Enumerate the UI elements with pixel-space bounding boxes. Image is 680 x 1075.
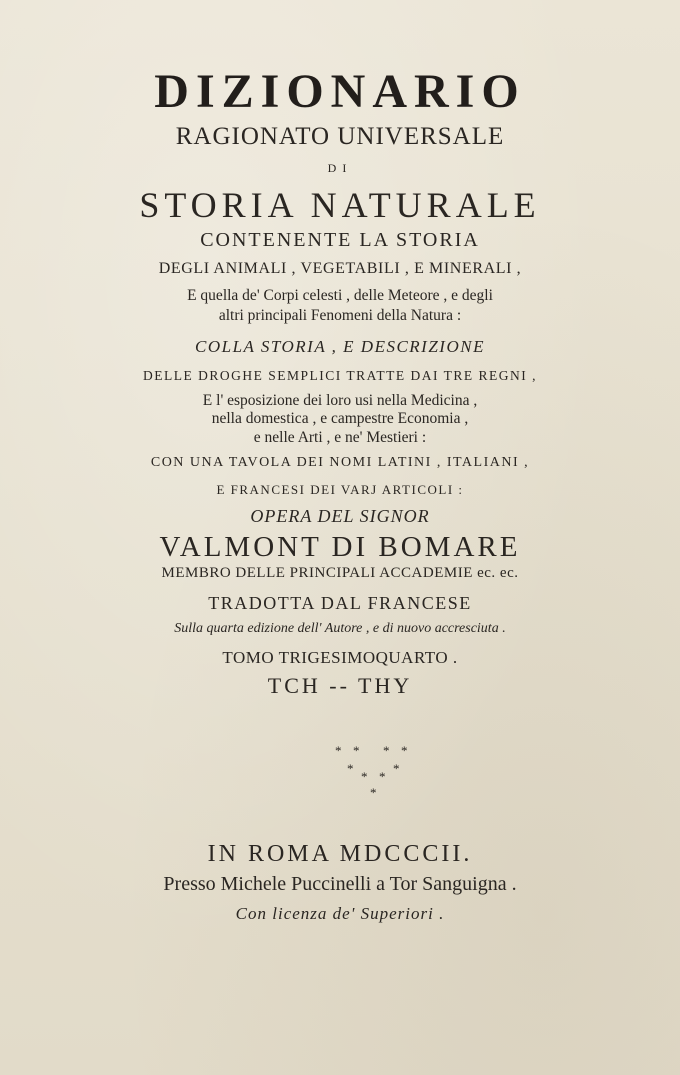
colla-line: COLLA STORIA , E DESCRIZIONE (195, 337, 485, 356)
quella-line-1: E quella de' Corpi celesti , delle Meteore , e degli (187, 287, 493, 304)
asterism-ornament-icon (335, 740, 425, 800)
esposizione-line-1: E l' esposizione dei loro usi nella Medicina , (202, 392, 478, 409)
imprint-place-year: IN ROMA MDCCCII. (207, 841, 473, 867)
volume-range: TCH -- THY (267, 673, 413, 698)
subtitle-line-2: STORIA NATURALE (139, 185, 541, 225)
quella-line-2: altri principali Fenomeni della Natura : (218, 307, 462, 324)
subtitle-line-1: RAGIONATO UNIVERSALE (175, 123, 505, 150)
ornament-star: * (383, 743, 390, 758)
ornament-star: * (393, 761, 400, 776)
tradotta-line: TRADOTTA DAL FRANCESE (208, 593, 472, 613)
esposizione-line-2: nella domestica , e campestre Economia , (211, 410, 469, 427)
subtitle-di: DI (327, 161, 353, 175)
edition-line: Sulla quarta edizione dell' Autore , e di nuovo accresciuta . (174, 621, 506, 636)
ornament-star: * (335, 743, 342, 758)
degli-line: DEGLI ANIMALI , VEGETABILI , E MINERALI , (158, 260, 522, 277)
imprint-license: Con licenza de' Superiori . (235, 904, 445, 923)
ornament-star: * (347, 761, 354, 776)
volume-line: TOMO TRIGESIMOQUARTO . (222, 648, 458, 667)
imprint-printer: Presso Michele Puccinelli a Tor Sanguigna . (163, 873, 517, 895)
esposizione-line-3: e nelle Arti , e ne' Mestieri : (253, 429, 427, 446)
book-title: DIZIONARIO (154, 65, 526, 118)
francesi-line: E FRANCESI DEI VARJ ARTICOLI : (216, 482, 464, 497)
membro-line: MEMBRO DELLE PRINCIPALI ACCADEMIE ec. ec. (161, 565, 519, 581)
ornament-star: * (361, 769, 368, 784)
ornament-star: * (401, 743, 408, 758)
opera-line: OPERA DEL SIGNOR (250, 506, 430, 526)
droghe-line: DELLE DROGHE SEMPLICI TRATTE DAI TRE REGNI , (143, 368, 537, 383)
ornament-star: * (353, 743, 360, 758)
ornament-star: * (370, 785, 377, 800)
author-name: VALMONT DI BOMARE (159, 531, 521, 563)
ornament-star: * (379, 769, 386, 784)
contenente-line: CONTENENTE LA STORIA (200, 229, 480, 251)
tavola-line: CON UNA TAVOLA DEI NOMI LATINI , ITALIANI , (150, 455, 530, 470)
